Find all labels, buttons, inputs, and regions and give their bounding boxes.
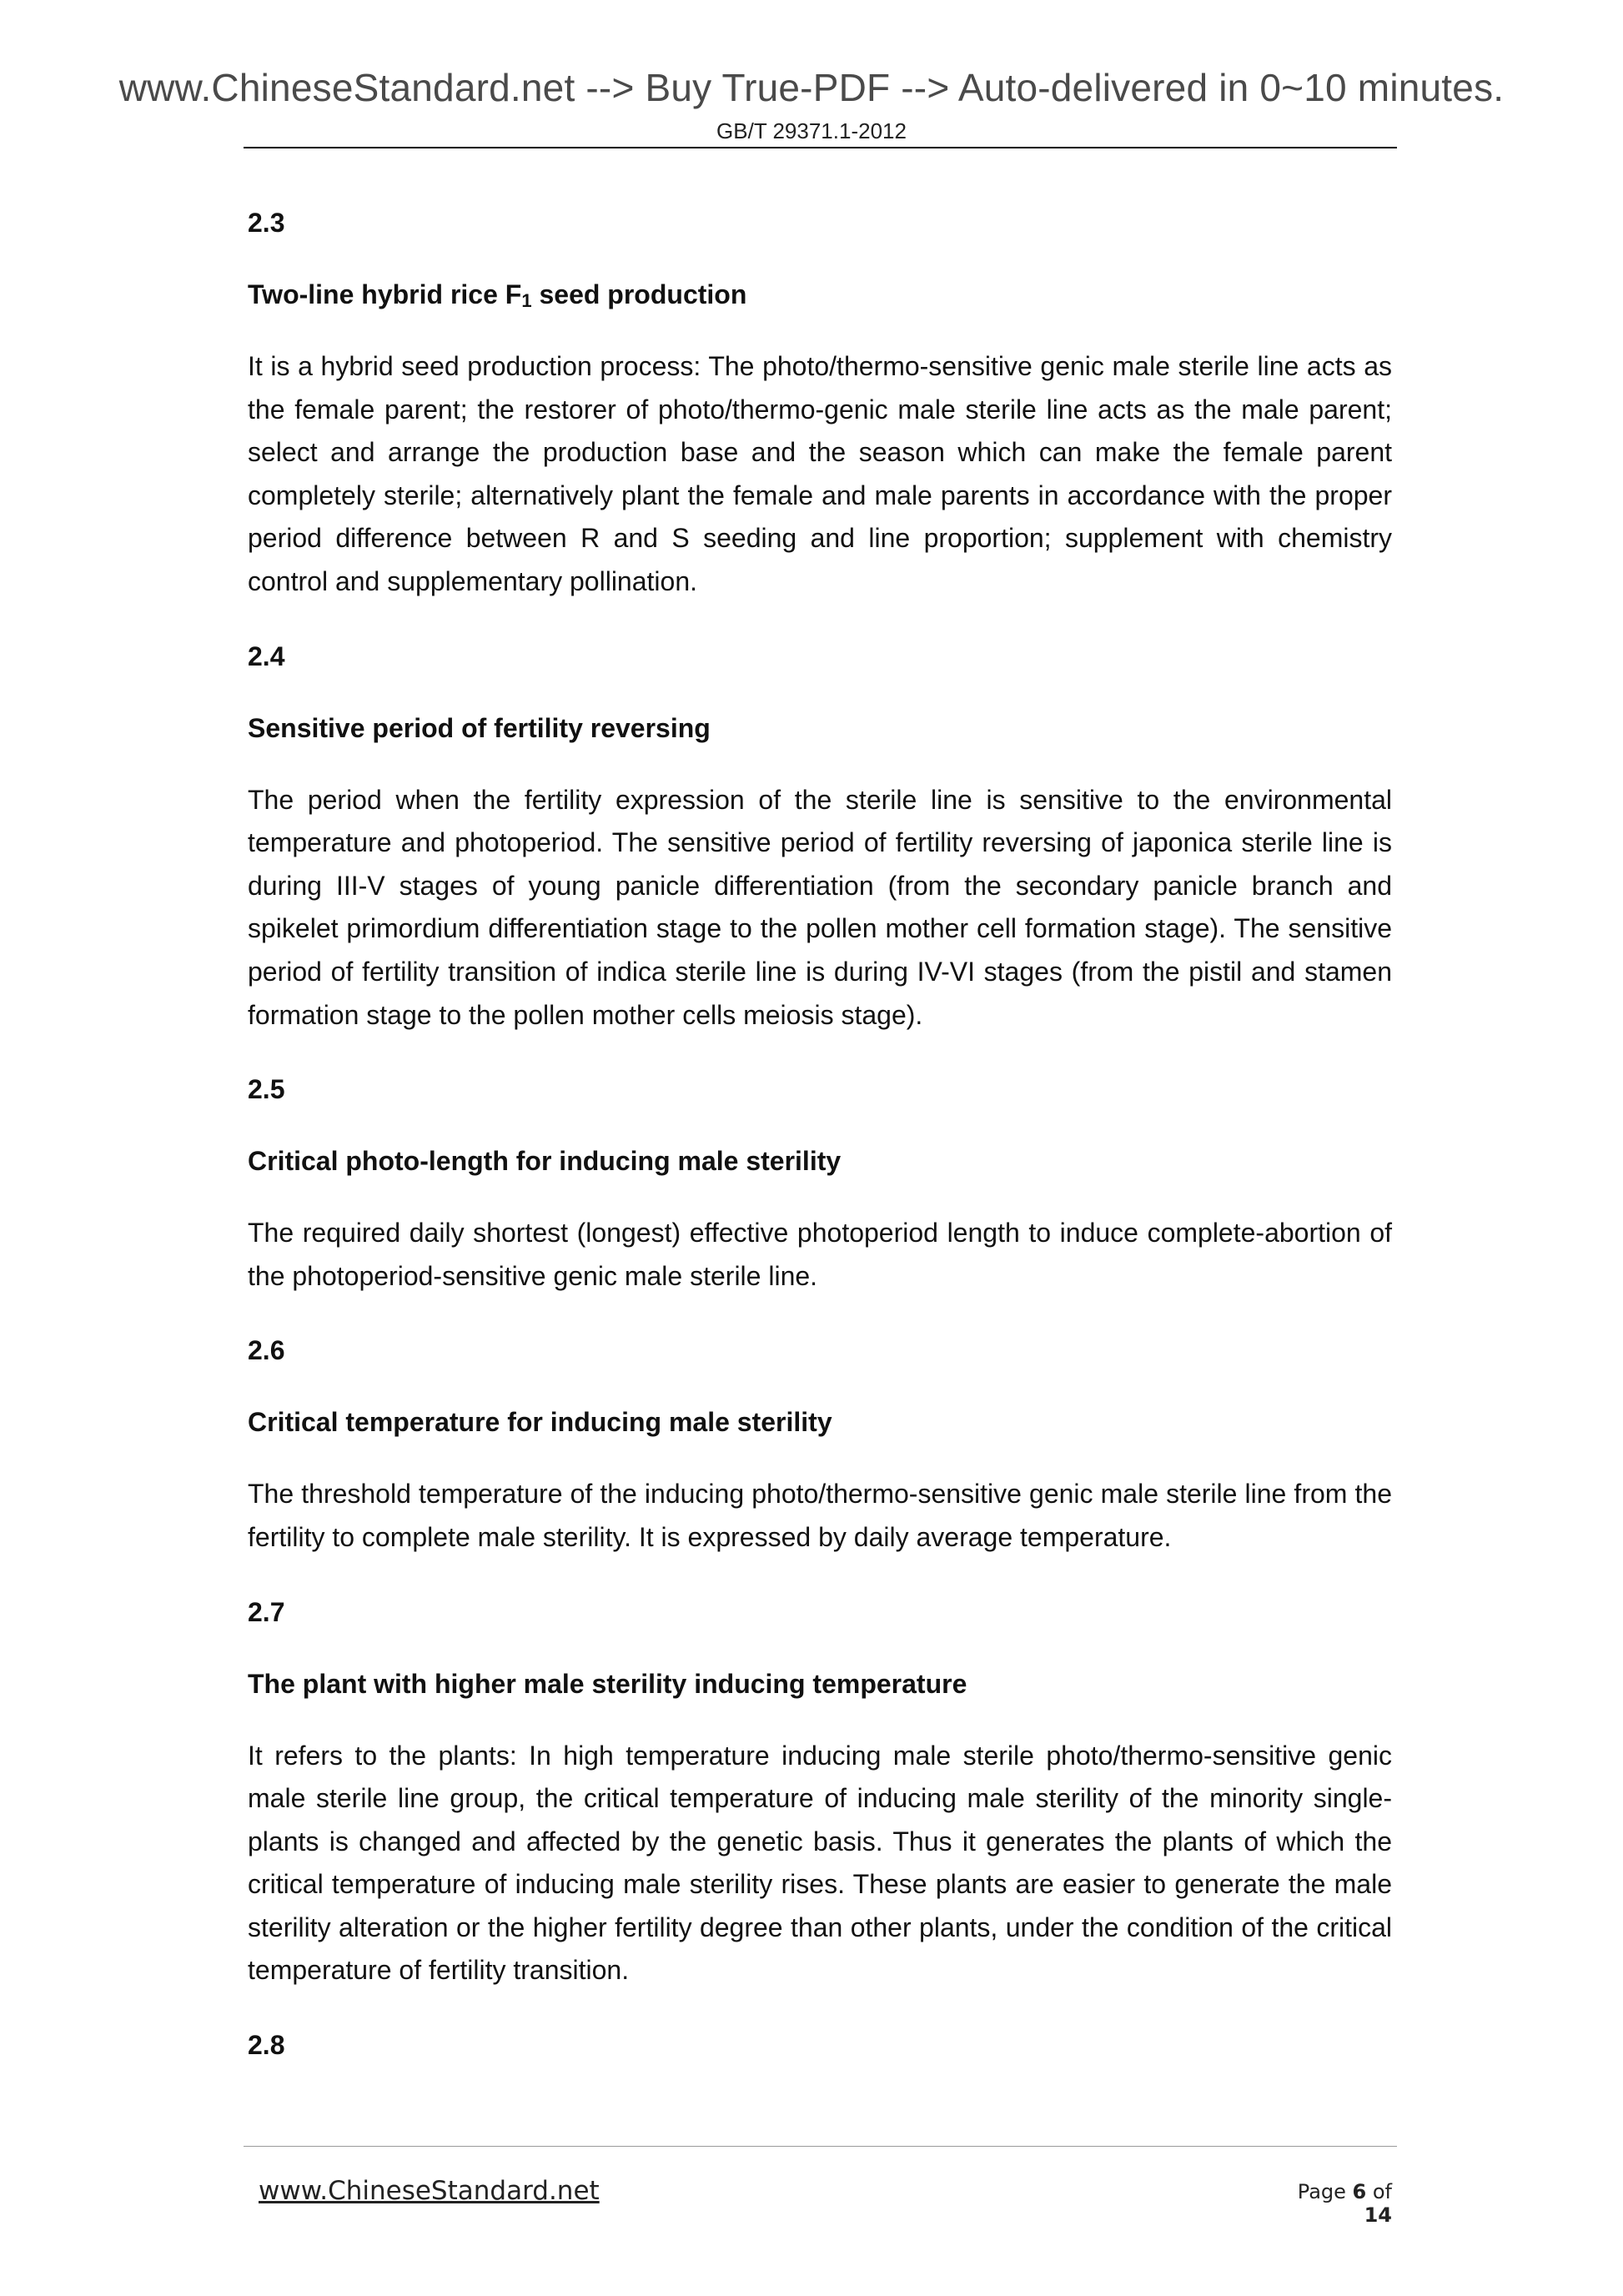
section-number: 2.3: [248, 208, 285, 238]
section-term: Critical temperature for inducing male sterility: [248, 1407, 832, 1438]
page-indicator: [1267, 2180, 1392, 2227]
term-text: Two-line hybrid rice F: [248, 279, 522, 309]
section-number: 2.8: [248, 2030, 285, 2061]
section-definition: It refers to the plants: In high temperature inducing male sterile photo/thermo-sensitive genic male sterile line group, the critical temperature of inducing male sterility of the minority single-plants is changed and affected by the genetic basis. Thus it generates the plants of which the critical temperature of inducing male sterility rises. These plants are easier to generate the male sterility alteration or the higher fertility degree than other plants, under the condition of the critical temperature of fertility transition.: [248, 1740, 1392, 1986]
header-rule: [244, 147, 1397, 148]
header-banner: www.ChineseStandard.net --> Buy True-PDF --> Auto-delivered in 0~10 minutes.: [118, 66, 1505, 109]
section-definition: The period when the fertility expression of the sterile line is sensitive to the environmental temperature and photoperiod. The sensitive period of fertility reversing of japonica sterile line is during III-V stages of young panicle differentiation (from the secondary panicle branch and spikelet primordium differentiation stage to the pollen mother cell formation stage). The sensitive period of fertility transition of indica sterile line is during IV-VI stages (from the pistil and stamen formation stage to the pollen mother cells meiosis stage).: [248, 784, 1392, 1030]
section-definition: The required daily shortest (longest) effective photoperiod length to induce complete-abortion of the photoperiod-sensitive genic male sterile line.: [248, 1218, 1392, 1291]
section-definition: The threshold temperature of the inducing photo/thermo-sensitive genic male sterile line from the fertility to complete male sterility. It is expressed by daily average temperature.: [248, 1479, 1392, 1552]
section-number: 2.4: [248, 641, 285, 671]
term-subscript: 1: [521, 290, 532, 311]
page-of: of: [1366, 2180, 1392, 2203]
section-2-3: [248, 206, 1392, 604]
section-term: The plant with higher male sterility inducing temperature: [248, 1668, 967, 1699]
section-definition: It is a hybrid seed production process: The photo/thermo-sensitive genic male sterile line acts as the female parent; the restorer of photo/thermo-genic male sterile line acts as the male parent; select and arrange the production base and the season which can make the female parent completely sterile; alternatively plant the female and male parents in accordance with the proper period difference between R and S seeding and line proportion; supplement with chemistry control and supplementary pollination.: [248, 351, 1392, 596]
page-prefix: Page: [1297, 2180, 1353, 2203]
section-2-5: [248, 1073, 1392, 1298]
section-number: 2.5: [248, 1074, 285, 1105]
section-term: Sensitive period of fertility reversing: [248, 712, 711, 743]
standard-code: GB/T 29371.1-2012: [716, 118, 907, 143]
term-text-tail: seed production: [531, 279, 747, 309]
section-number: 2.7: [248, 1596, 285, 1627]
section-number: 2.6: [248, 1335, 285, 1366]
page-current: 6: [1352, 2180, 1367, 2203]
section-term: Critical photo-length for inducing male sterility: [248, 1146, 842, 1177]
document-body: [248, 185, 1392, 2062]
section-2-8: [248, 2028, 1392, 2062]
footer-website-link[interactable]: www.ChineseStandard.net: [259, 2176, 600, 2206]
footer-rule: [244, 2146, 1397, 2147]
section-2-4: [248, 640, 1392, 1037]
section-term: [248, 278, 1392, 311]
section-2-6: [248, 1334, 1392, 1559]
section-2-7: [248, 1595, 1392, 1993]
page-total: 14: [1364, 2203, 1392, 2227]
